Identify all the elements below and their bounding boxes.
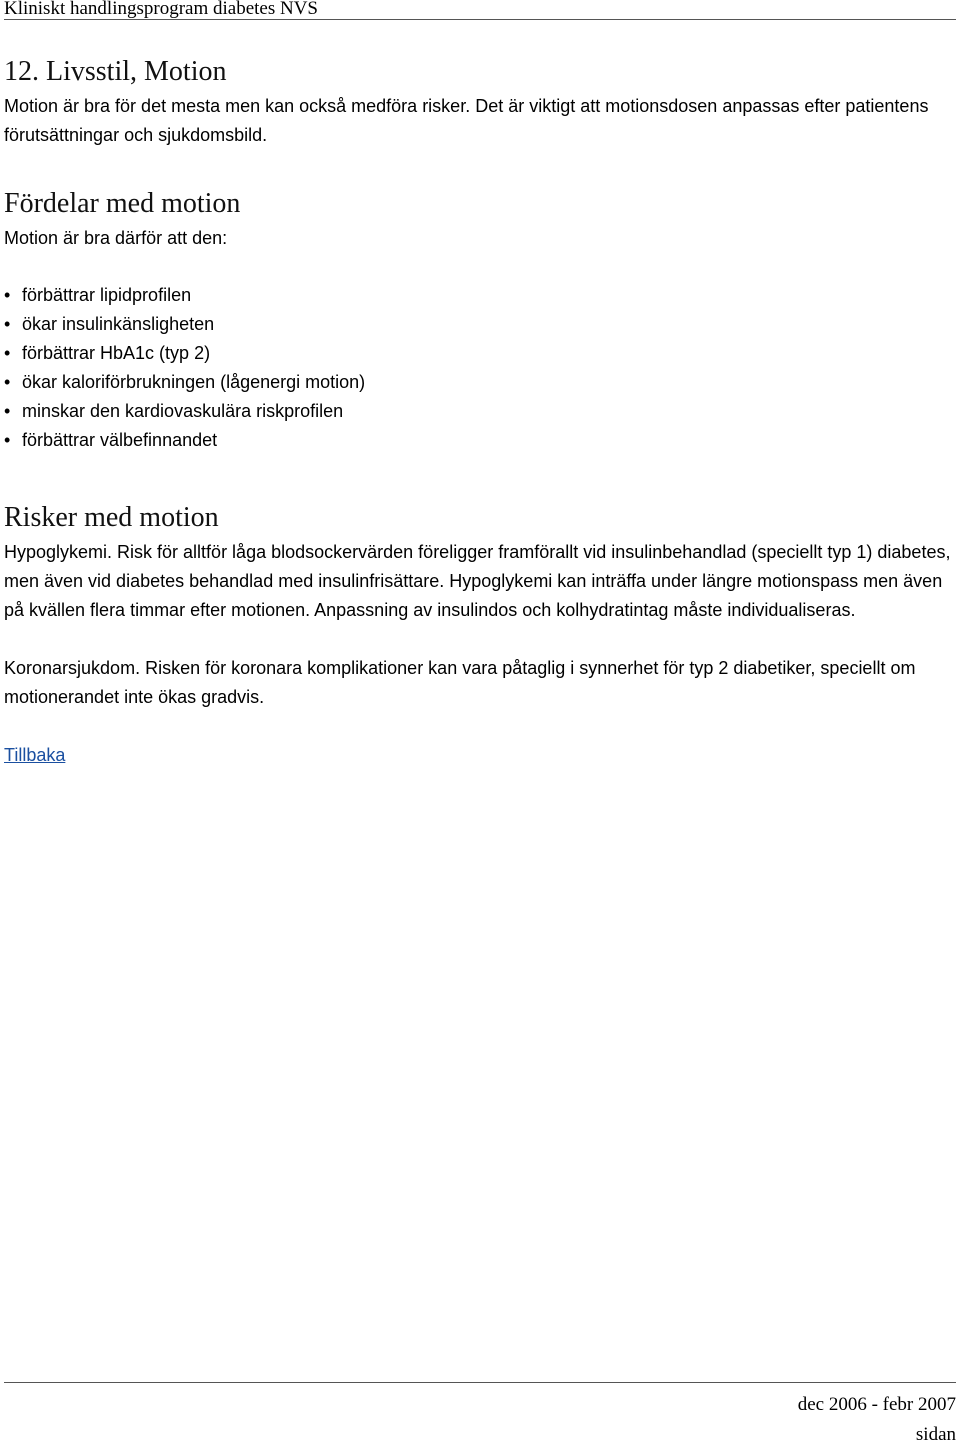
spacer	[4, 625, 956, 654]
spacer	[4, 150, 956, 184]
bullet-icon: •	[4, 285, 11, 305]
bullet-icon: •	[4, 430, 11, 450]
list-item	[4, 339, 956, 368]
spacer	[4, 253, 956, 281]
benefits-lead: Motion är bra därför att den:	[4, 228, 228, 248]
benefits-list	[4, 281, 956, 455]
list-item	[4, 368, 956, 397]
bullet-icon: •	[4, 372, 11, 392]
header-divider	[4, 19, 956, 20]
footer-page-label: sidan	[915, 1424, 956, 1445]
spacer	[4, 455, 956, 498]
spacer	[4, 712, 956, 741]
list-item	[4, 281, 956, 310]
intro-paragraph: Motion är bra för det mesta men kan också medföra risker. Det är viktigt att motionsdosen anpassas efter patientens förutsättningar och sjukdomsbild.	[4, 96, 929, 145]
list-item	[4, 310, 956, 339]
list-item	[4, 426, 956, 455]
back-link[interactable]: Tillbaka	[4, 745, 66, 765]
list-item-text: minskar den kardiovaskulära riskprofilen	[22, 401, 344, 421]
footer-divider	[4, 1382, 956, 1383]
benefits-heading: Fördelar med motion	[4, 188, 241, 219]
main-content	[4, 52, 956, 770]
bullet-icon: •	[4, 343, 11, 363]
list-item	[4, 397, 956, 426]
list-item-text: förbättrar välbefinnandet	[22, 430, 218, 450]
list-item-text: ökar insulinkänsligheten	[22, 314, 215, 334]
list-item-text: ökar kaloriförbrukningen (lågenergi motion)	[22, 372, 366, 392]
bullet-icon: •	[4, 314, 11, 334]
list-item-text: förbättrar lipidprofilen	[22, 285, 192, 305]
risk-paragraph-coronary: Koronarsjukdom. Risken för koronara komplikationer kan vara påtaglig i synnerhet för typ 2 diabetiker, speciellt om motionerandet inte ökas gradvis.	[4, 658, 916, 707]
risks-heading: Risker med motion	[4, 502, 219, 533]
document-header-title: Kliniskt handlingsprogram diabetes NVS	[4, 0, 318, 19]
list-item-text: förbättrar HbA1c (typ 2)	[22, 343, 211, 363]
page-title: 12. Livsstil, Motion	[4, 56, 227, 87]
bullet-icon: •	[4, 401, 11, 421]
risk-paragraph-hypoglycemia: Hypoglykemi. Risk för alltför låga blodsockervärden föreligger framförallt vid insulinbehandlad (speciellt typ 1) diabetes, men även vid diabetes behandlad med insulinfrisättare. Hypoglykemi kan inträffa under längre motionspass men även på kvällen flera timmar efter motionen. Anpassning av insulindos och kolhydratintag måste individualiseras.	[4, 542, 951, 620]
footer-date: dec 2006 - febr 2007	[797, 1394, 956, 1415]
